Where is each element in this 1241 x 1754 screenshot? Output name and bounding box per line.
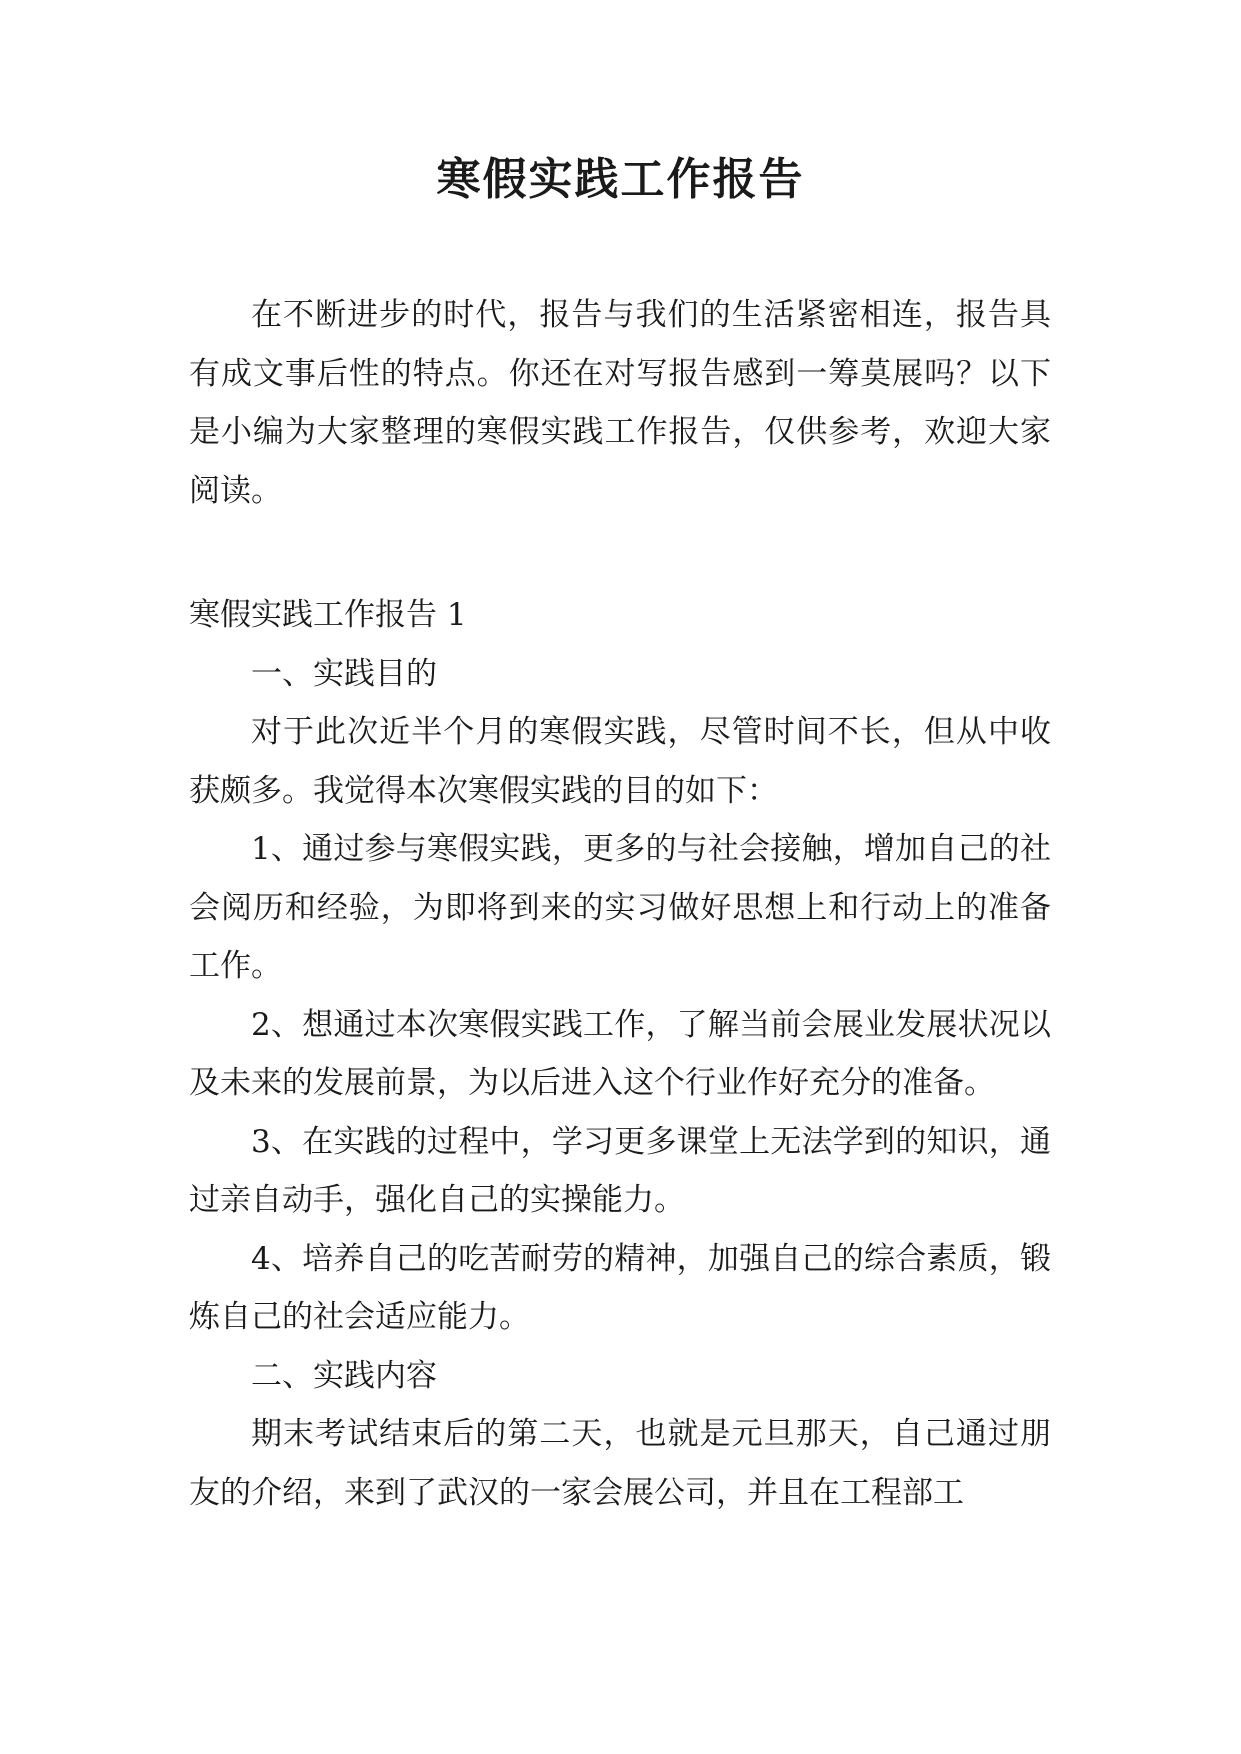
list-item-3: 3、在实践的过程中，学习更多课堂上无法学到的知识，通过亲自动手，强化自己的实操能力。 bbox=[189, 1123, 1051, 1218]
list-item-4: 4、培养自己的吃苦耐劳的精神，加强自己的综合素质，锻炼自己的社会适应能力。 bbox=[189, 1240, 1051, 1335]
document-title: 寒假实践工作报告 bbox=[436, 154, 805, 205]
list-item-1: 1、通过参与寒假实践，更多的与社会接触，增加自己的社会阅历和经验，为即将到来的实习做好思想上和行动上的准备工作。 bbox=[189, 831, 1051, 984]
part1-heading: 一、实践目的 bbox=[251, 655, 437, 692]
part1-intro-paragraph: 对于此次近半个月的寒假实践，尽管时间不长，但从中收获颇多。我觉得本次寒假实践的目的如下： bbox=[189, 714, 1051, 809]
list-item-2: 2、想通过本次寒假实践工作，了解当前会展业发展状况以及未来的发展前景，为以后进入这个行业作好充分的准备。 bbox=[189, 1006, 1051, 1101]
section-heading: 寒假实践工作报告 1 bbox=[189, 597, 467, 633]
part2-paragraph: 期末考试结束后的第二天，也就是元旦那天，自己通过朋友的介绍，来到了武汉的一家会展公司，并且在工程部工 bbox=[189, 1416, 1051, 1511]
part2-heading: 二、实践内容 bbox=[251, 1357, 437, 1394]
document-body bbox=[189, 286, 1051, 1522]
intro-paragraph: 在不断进步的时代，报告与我们的生活紧密相连，报告具有成文事后性的特点。你还在对写报告感到一筹莫展吗？以下是小编为大家整理的寒假实践工作报告，仅供参考，欢迎大家阅读。 bbox=[189, 297, 1051, 509]
paragraph-spacer bbox=[189, 520, 1051, 586]
